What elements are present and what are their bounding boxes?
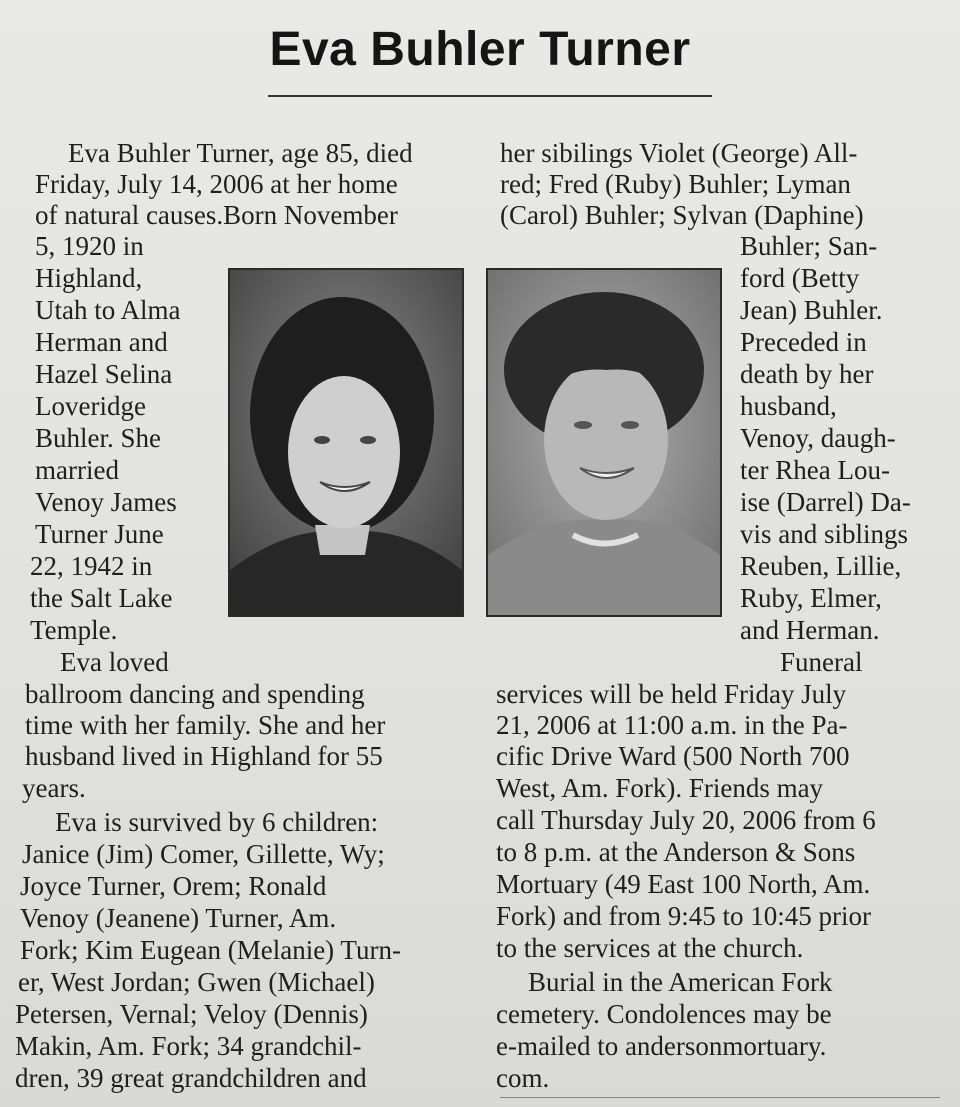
text-line: Venoy, daugh-	[740, 423, 896, 453]
text-line: Friday, July 14, 2006 at her home	[35, 169, 398, 199]
text-line: ford (Betty	[740, 263, 860, 293]
portrait-young-photo	[228, 268, 464, 617]
text-line: Eva is survived by 6 children:	[55, 807, 379, 837]
text-line: er, West Jordan; Gwen (Michael)	[18, 967, 375, 997]
text-line: Petersen, Vernal; Veloy (Dennis)	[15, 999, 368, 1029]
text-line: Loveridge	[35, 391, 146, 421]
text-line: to the services at the church.	[496, 933, 804, 963]
text-line: Funeral	[780, 647, 863, 677]
text-line: Mortuary (49 East 100 North, Am.	[496, 869, 871, 899]
text-line: Turner June	[35, 519, 164, 549]
text-line: Makin, Am. Fork; 34 grandchil-	[15, 1031, 362, 1061]
text-line: 5, 1920 in	[35, 231, 144, 261]
text-line: husband,	[740, 391, 837, 421]
text-line: Hazel Selina	[35, 359, 173, 389]
text-line: cific Drive Ward (500 North 700	[496, 741, 850, 771]
text-line: time with her family. She and her	[25, 710, 386, 740]
text-line: and Herman.	[740, 615, 880, 645]
text-line: Eva loved	[60, 647, 169, 677]
text-line: Fork) and from 9:45 to 10:45 prior	[496, 901, 871, 931]
text-line: dren, 39 great grandchildren and	[15, 1063, 367, 1093]
text-line: Venoy James	[35, 487, 177, 517]
text-line: ise (Darrel) Da-	[740, 487, 911, 517]
text-line: to 8 p.m. at the Anderson & Sons	[496, 837, 856, 867]
text-line: Jean) Buhler.	[740, 295, 883, 325]
text-line: 21, 2006 at 11:00 a.m. in the Pa-	[496, 710, 848, 740]
text-line: death by her	[740, 359, 874, 389]
text-line: Temple.	[30, 615, 118, 645]
portrait-older-photo	[486, 268, 722, 617]
text-line: ter Rhea Lou-	[740, 455, 890, 485]
text-line: Eva Buhler Turner, age 85, died	[68, 138, 413, 168]
column-bottom-rule	[500, 1097, 940, 1098]
text-line: Fork; Kim Eugean (Melanie) Turn-	[20, 935, 401, 965]
text-line: Burial in the American Fork	[528, 967, 833, 997]
text-line: Reuben, Lillie,	[740, 551, 902, 581]
text-line: years.	[22, 773, 86, 803]
text-line: red; Fred (Ruby) Buhler; Lyman	[500, 169, 851, 199]
text-line: husband lived in Highland for 55	[25, 741, 383, 771]
text-line: Venoy (Jeanene) Turner, Am.	[20, 903, 337, 933]
text-line: Buhler; San-	[740, 231, 878, 261]
text-line: vis and siblings	[740, 519, 909, 549]
text-line: 22, 1942 in	[30, 551, 153, 581]
text-line: Ruby, Elmer,	[740, 583, 882, 613]
text-line: cemetery. Condolences may be	[496, 999, 832, 1029]
text-line: her sibilings Violet (George) All-	[500, 138, 858, 168]
text-line: of natural causes.Born November	[35, 200, 398, 230]
text-line: married	[35, 455, 119, 485]
text-line: com.	[496, 1063, 550, 1093]
title-underline	[268, 95, 712, 97]
text-line: Highland,	[35, 263, 143, 293]
text-line: (Carol) Buhler; Sylvan (Daphine)	[500, 200, 864, 230]
obituary-title: Eva Buhler Turner	[269, 23, 691, 76]
text-line: services will be held Friday July	[496, 679, 847, 709]
text-line: Herman and	[35, 327, 168, 357]
text-line: e-mailed to andersonmortuary.	[496, 1031, 827, 1061]
text-line: Preceded in	[740, 327, 867, 357]
text-line: West, Am. Fork). Friends may	[496, 773, 824, 803]
text-line: Janice (Jim) Comer, Gillette, Wy;	[22, 839, 385, 869]
text-line: ballroom dancing and spending	[25, 679, 365, 709]
text-line: Buhler. She	[35, 423, 161, 453]
text-line: Joyce Turner, Orem; Ronald	[20, 871, 327, 901]
text-line: the Salt Lake	[30, 583, 173, 613]
text-line: call Thursday July 20, 2006 from 6	[496, 805, 876, 835]
text-line: Utah to Alma	[35, 295, 181, 325]
